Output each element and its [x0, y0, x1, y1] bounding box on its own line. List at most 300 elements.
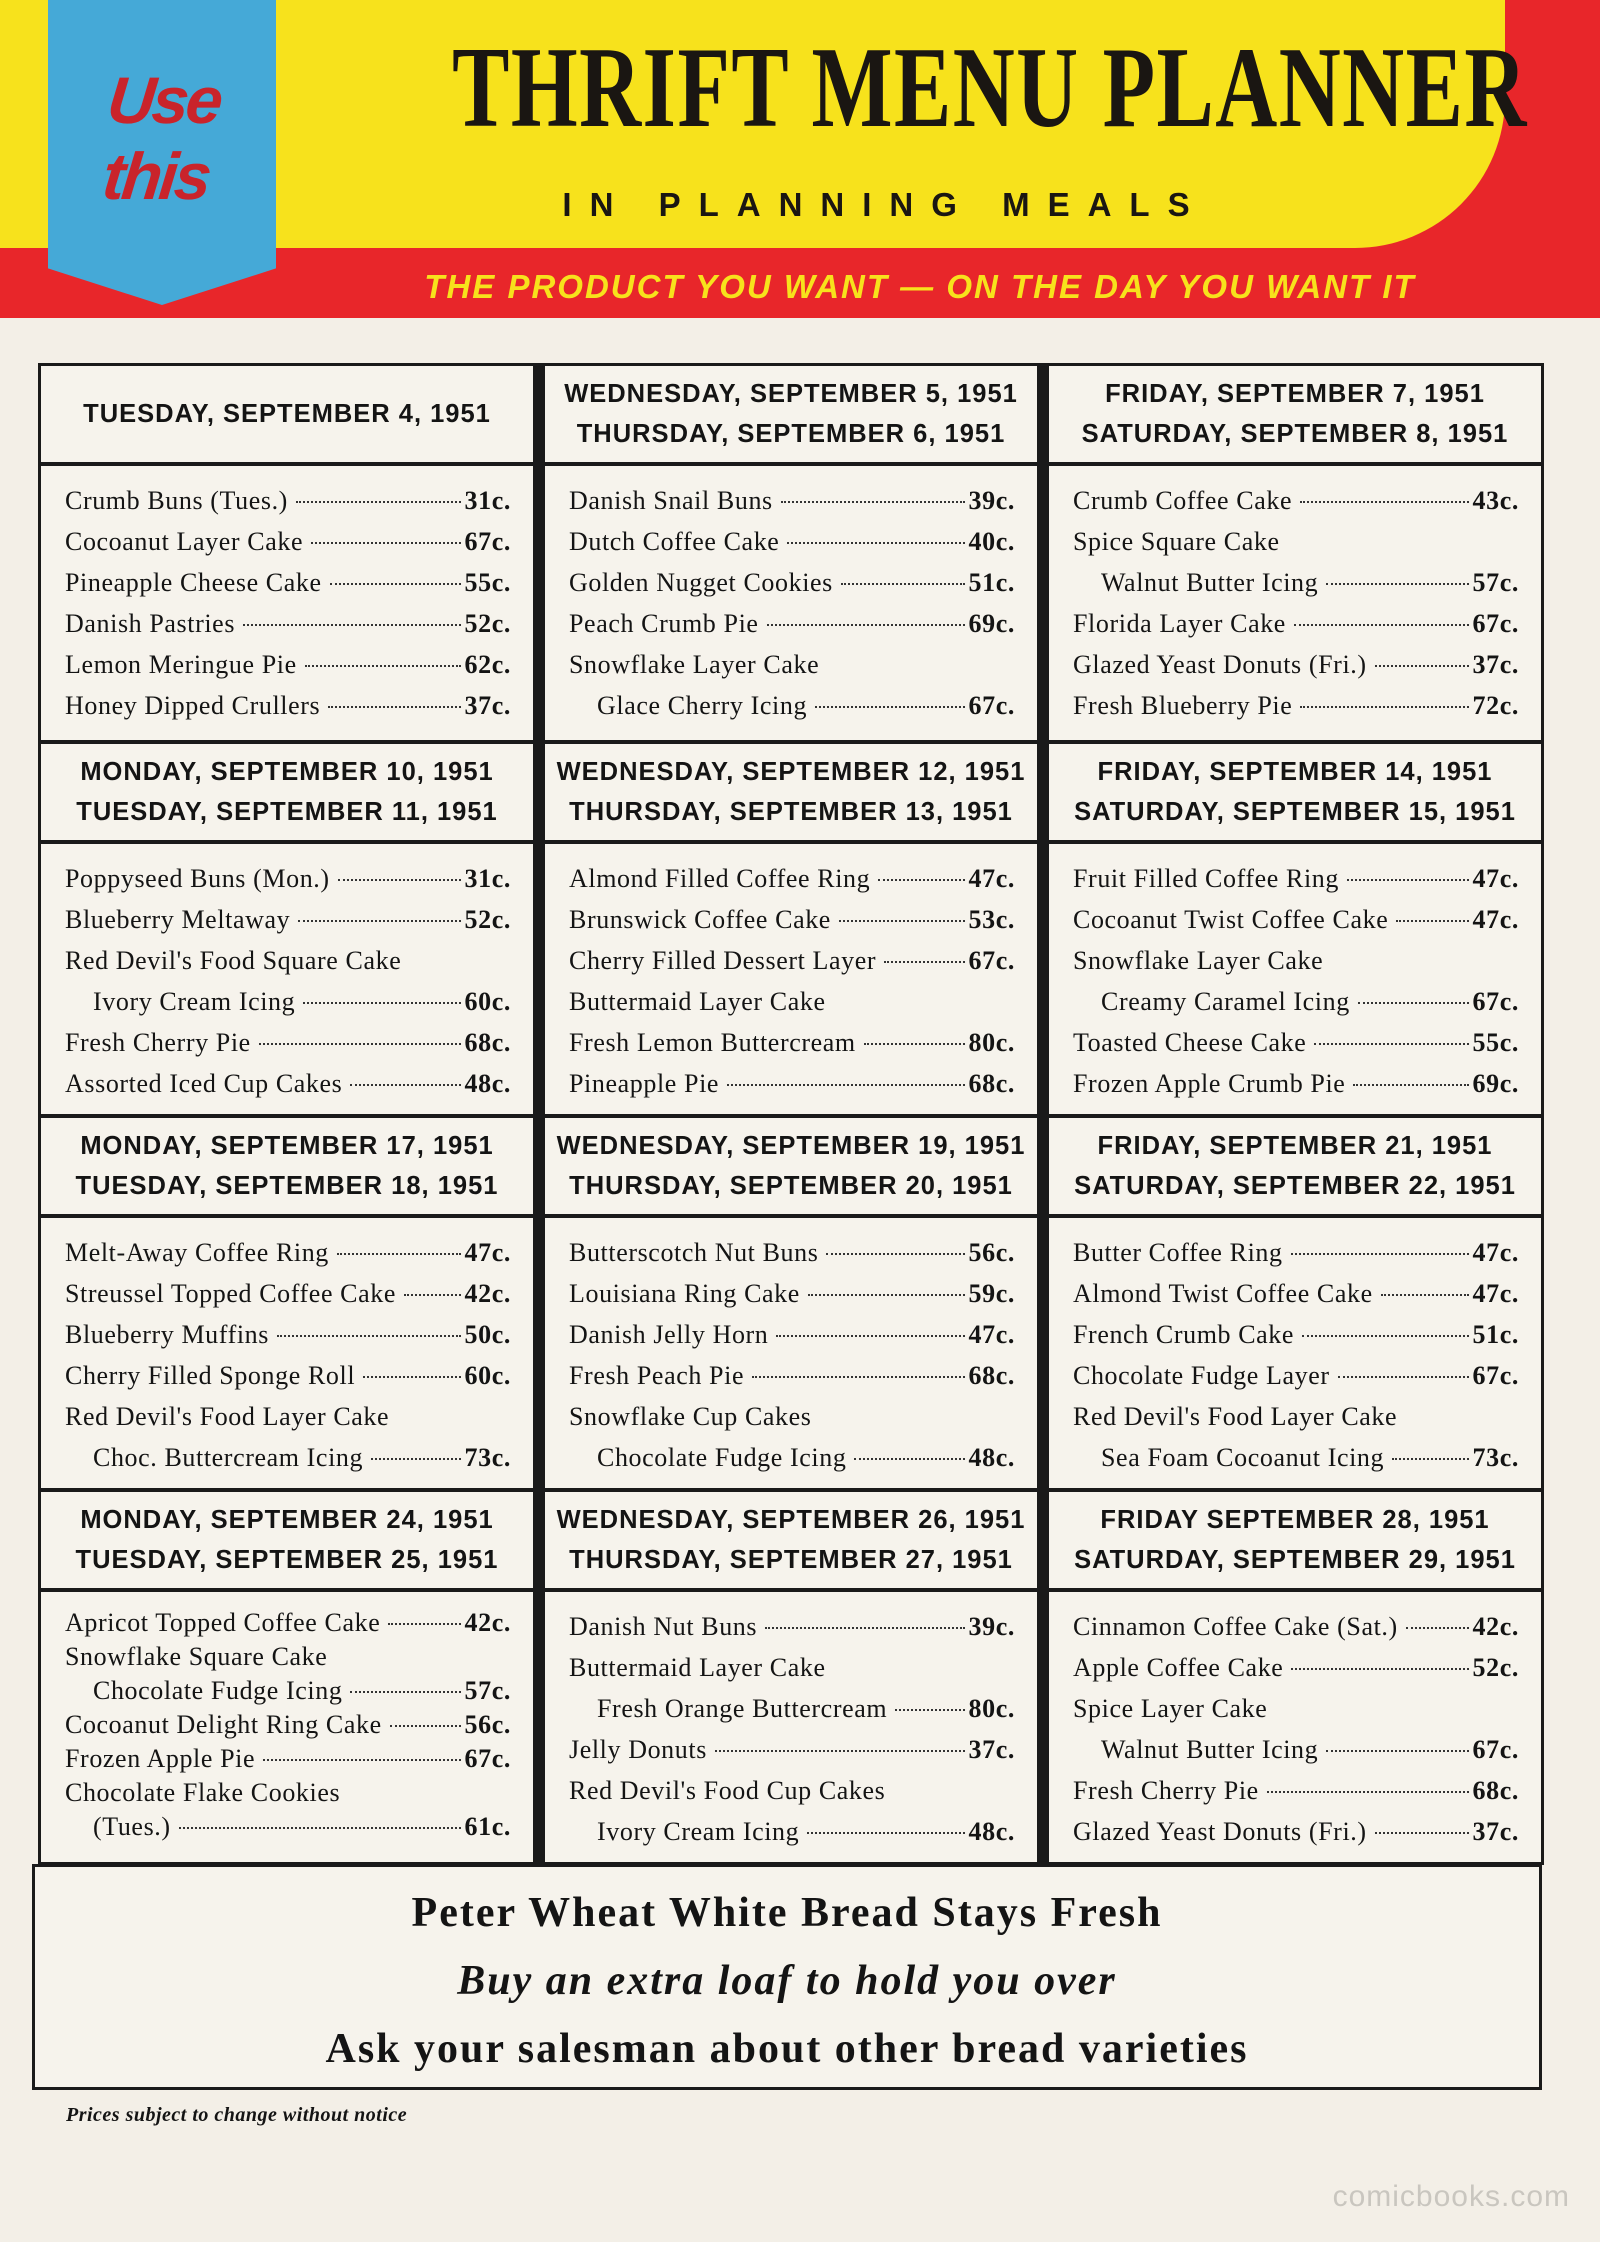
- dot-leader: [337, 1253, 461, 1255]
- item-price: 73c.: [464, 1443, 511, 1472]
- dot-leader: [179, 1827, 461, 1829]
- menu-item: [1073, 521, 1519, 562]
- item-price: 47c.: [1472, 1279, 1519, 1308]
- date-header: [1049, 1492, 1541, 1592]
- item-name: Glace Cherry Icing: [597, 691, 808, 720]
- item-price: 57c.: [464, 1676, 511, 1705]
- item-price: 56c.: [968, 1238, 1015, 1267]
- header-banner: [0, 0, 1600, 320]
- item-price: 31c.: [464, 864, 511, 893]
- menu-item: [1073, 1437, 1519, 1478]
- item-price: 56c.: [464, 1710, 511, 1739]
- menu-item: [65, 1396, 511, 1437]
- dot-leader: [1392, 1458, 1468, 1460]
- item-name: Fresh Cherry Pie: [1073, 1776, 1259, 1805]
- item-name: Streussel Topped Coffee Cake: [65, 1279, 397, 1308]
- date-header: [545, 1492, 1037, 1592]
- item-name: Melt-Away Coffee Ring: [65, 1238, 329, 1267]
- item-name: Buttermaid Layer Cake: [569, 987, 826, 1016]
- menu-item: [1073, 981, 1519, 1022]
- menu-item: [65, 1708, 511, 1742]
- menu-item: [569, 1688, 1015, 1729]
- menu-item: [569, 603, 1015, 644]
- item-name: Cocoanut Delight Ring Cake: [65, 1710, 382, 1739]
- date-line: FRIDAY, SEPTEMBER 7, 1951: [1105, 380, 1485, 408]
- date-header: [41, 744, 533, 844]
- dot-leader: [808, 1294, 965, 1296]
- date-line: THURSDAY, SEPTEMBER 27, 1951: [569, 1546, 1013, 1574]
- menu-item: [1073, 1355, 1519, 1396]
- dot-leader: [878, 879, 964, 881]
- item-price: 47c.: [968, 1320, 1015, 1349]
- menu-item: [569, 981, 1015, 1022]
- date-line: TUESDAY, SEPTEMBER 11, 1951: [76, 798, 498, 826]
- item-price: 51c.: [968, 568, 1015, 597]
- dot-leader: [259, 1043, 461, 1045]
- dot-leader: [1300, 501, 1468, 503]
- menu-item: [65, 521, 511, 562]
- ad-line-2: Buy an extra loaf to hold you over: [457, 1958, 1117, 2004]
- dot-leader: [1406, 1627, 1469, 1629]
- menu-item: [65, 1232, 511, 1273]
- item-price: 67c.: [1472, 987, 1519, 1016]
- menu-item: [65, 1742, 511, 1776]
- dot-leader: [305, 665, 461, 667]
- item-price: 52c.: [464, 905, 511, 934]
- menu-item: [65, 1810, 511, 1844]
- dot-leader: [303, 1002, 460, 1004]
- item-price: 68c.: [968, 1069, 1015, 1098]
- item-price: 67c.: [464, 1744, 511, 1773]
- menu-item: [65, 644, 511, 685]
- item-price: 48c.: [464, 1069, 511, 1098]
- item-name: Lemon Meringue Pie: [65, 650, 297, 679]
- item-name: Danish Pastries: [65, 609, 236, 638]
- dot-leader: [826, 1253, 964, 1255]
- item-price: 59c.: [968, 1279, 1015, 1308]
- item-name: Buttermaid Layer Cake: [569, 1653, 826, 1682]
- use-this-badge: Use this: [99, 63, 224, 213]
- item-name: (Tues.): [93, 1812, 171, 1841]
- item-name: Ivory Cream Icing: [597, 1817, 800, 1846]
- item-name: Walnut Butter Icing: [1101, 568, 1319, 597]
- menu-cell: [1049, 1114, 1541, 1488]
- menu-item: [569, 1232, 1015, 1273]
- item-price: 52c.: [1472, 1653, 1519, 1682]
- item-price: 47c.: [464, 1238, 511, 1267]
- menu-item: [65, 603, 511, 644]
- date-line: TUESDAY, SEPTEMBER 25, 1951: [75, 1546, 499, 1574]
- dot-leader: [841, 583, 965, 585]
- item-price: 72c.: [1472, 691, 1519, 720]
- dot-leader: [787, 542, 964, 544]
- date-line: WEDNESDAY, SEPTEMBER 12, 1951: [556, 758, 1026, 786]
- dot-leader: [1326, 1750, 1468, 1752]
- item-price: 80c.: [968, 1694, 1015, 1723]
- menu-cell: [1049, 1488, 1541, 1862]
- item-name: Fresh Orange Buttercream: [597, 1694, 888, 1723]
- date-header: [1049, 744, 1541, 844]
- item-price: 62c.: [464, 650, 511, 679]
- date-header: [41, 366, 533, 466]
- item-name: Red Devil's Food Layer Cake: [65, 1402, 390, 1431]
- dot-leader: [311, 542, 460, 544]
- date-line: MONDAY, SEPTEMBER 24, 1951: [80, 1506, 494, 1534]
- item-name: Danish Jelly Horn: [569, 1320, 769, 1349]
- bread-ad-box: [32, 1864, 1542, 2090]
- dot-leader: [1381, 1294, 1469, 1296]
- menu-item: [1073, 562, 1519, 603]
- date-line: THURSDAY, SEPTEMBER 20, 1951: [569, 1172, 1013, 1200]
- item-price: 47c.: [968, 864, 1015, 893]
- dot-leader: [404, 1294, 461, 1296]
- menu-item: [65, 1606, 511, 1640]
- item-name: Butterscotch Nut Buns: [569, 1238, 819, 1267]
- item-price: 60c.: [464, 987, 511, 1016]
- dot-leader: [767, 624, 965, 626]
- menu-item: [1073, 685, 1519, 726]
- item-price: 67c.: [1472, 1361, 1519, 1390]
- menu-item-list: [1049, 844, 1541, 1114]
- dot-leader: [776, 1335, 964, 1337]
- menu-item: [65, 1314, 511, 1355]
- menu-item: [1073, 1063, 1519, 1104]
- menu-item: [569, 940, 1015, 981]
- item-name: Frozen Apple Crumb Pie: [1073, 1069, 1346, 1098]
- item-name: Chocolate Fudge Layer: [1073, 1361, 1330, 1390]
- item-name: Chocolate Flake Cookies: [65, 1778, 341, 1807]
- dot-leader: [807, 1832, 964, 1834]
- menu-item: [569, 1273, 1015, 1314]
- dot-leader: [752, 1376, 964, 1378]
- item-price: 55c.: [464, 568, 511, 597]
- item-name: Poppyseed Buns (Mon.): [65, 864, 330, 893]
- item-name: Chocolate Fudge Icing: [597, 1443, 847, 1472]
- dot-leader: [1375, 665, 1469, 667]
- item-name: Butter Coffee Ring: [1073, 1238, 1283, 1267]
- menu-item: [65, 685, 511, 726]
- menu-item: [569, 685, 1015, 726]
- menu-cell: [41, 1114, 533, 1488]
- tagline: THE PRODUCT YOU WANT — ON THE DAY YOU WANT IT: [424, 268, 1416, 305]
- item-price: 48c.: [968, 1443, 1015, 1472]
- dot-leader: [715, 1750, 965, 1752]
- item-name: Frozen Apple Pie: [65, 1744, 256, 1773]
- dot-leader: [1314, 1043, 1468, 1045]
- item-name: Assorted Iced Cup Cakes: [65, 1069, 343, 1098]
- menu-item-list: [545, 466, 1037, 740]
- item-price: 67c.: [1472, 1735, 1519, 1764]
- item-price: 60c.: [464, 1361, 511, 1390]
- item-price: 67c.: [968, 691, 1015, 720]
- item-name: Snowflake Cup Cakes: [569, 1402, 812, 1431]
- menu-item-list: [1049, 466, 1541, 740]
- item-name: Danish Nut Buns: [569, 1612, 758, 1641]
- menu-item: [1073, 1729, 1519, 1770]
- menu-item-list: [41, 844, 533, 1114]
- menu-grid: [38, 363, 1544, 1865]
- dot-leader: [1291, 1668, 1468, 1670]
- dot-leader: [1358, 1002, 1469, 1004]
- item-name: Fruit Filled Coffee Ring: [1073, 864, 1339, 893]
- menu-item-list: [545, 1592, 1037, 1862]
- date-line: FRIDAY, SEPTEMBER 21, 1951: [1097, 1132, 1493, 1160]
- date-header: [545, 1118, 1037, 1218]
- menu-item: [569, 1314, 1015, 1355]
- dot-leader: [1375, 1832, 1469, 1834]
- dot-leader: [815, 706, 965, 708]
- dot-leader: [1347, 879, 1469, 881]
- menu-item: [569, 1729, 1015, 1770]
- item-price: 48c.: [968, 1817, 1015, 1846]
- item-name: Apricot Topped Coffee Cake: [65, 1608, 381, 1637]
- item-price: 39c.: [968, 1612, 1015, 1641]
- page-title: THRIFT MENU PLANNER: [452, 24, 1528, 152]
- menu-item: [1073, 940, 1519, 981]
- date-header: [41, 1492, 533, 1592]
- menu-item: [569, 562, 1015, 603]
- item-name: Blueberry Muffins: [65, 1320, 269, 1349]
- menu-item: [1073, 1688, 1519, 1729]
- menu-cell: [545, 1114, 1037, 1488]
- menu-cell: [1049, 740, 1541, 1114]
- menu-item-list: [41, 1592, 533, 1862]
- menu-item: [65, 981, 511, 1022]
- date-line: WEDNESDAY, SEPTEMBER 26, 1951: [556, 1506, 1026, 1534]
- menu-item: [65, 1674, 511, 1708]
- menu-item-list: [1049, 1592, 1541, 1862]
- item-price: 67c.: [464, 527, 511, 556]
- item-name: Peach Crumb Pie: [569, 609, 759, 638]
- item-name: Fresh Peach Pie: [569, 1361, 745, 1390]
- item-price: 68c.: [968, 1361, 1015, 1390]
- item-price: 61c.: [464, 1812, 511, 1841]
- item-price: 67c.: [1472, 609, 1519, 638]
- menu-item-list: [41, 466, 533, 740]
- item-price: 55c.: [1472, 1028, 1519, 1057]
- dot-leader: [350, 1084, 460, 1086]
- dot-leader: [263, 1759, 460, 1761]
- item-name: Red Devil's Food Cup Cakes: [569, 1776, 886, 1805]
- menu-item: [65, 1063, 511, 1104]
- menu-item: [1073, 899, 1519, 940]
- menu-item: [569, 899, 1015, 940]
- item-price: 51c.: [1472, 1320, 1519, 1349]
- item-name: Florida Layer Cake: [1073, 609, 1286, 638]
- dot-leader: [298, 920, 460, 922]
- dot-leader: [1302, 1335, 1469, 1337]
- item-name: Toasted Cheese Cake: [1073, 1028, 1307, 1057]
- menu-item: [65, 899, 511, 940]
- item-price: 69c.: [968, 609, 1015, 638]
- dot-leader: [1300, 706, 1468, 708]
- dot-leader: [1294, 624, 1469, 626]
- item-name: Sea Foam Cocoanut Icing: [1101, 1443, 1385, 1472]
- menu-item: [65, 1640, 511, 1674]
- item-name: Cinnamon Coffee Cake (Sat.): [1073, 1612, 1398, 1641]
- item-price: 37c.: [464, 691, 511, 720]
- item-price: 47c.: [1472, 905, 1519, 934]
- date-line: WEDNESDAY, SEPTEMBER 5, 1951: [564, 380, 1018, 408]
- menu-item: [569, 1647, 1015, 1688]
- item-price: 37c.: [968, 1735, 1015, 1764]
- menu-item: [1073, 1273, 1519, 1314]
- menu-item: [1073, 1606, 1519, 1647]
- menu-item: [569, 1770, 1015, 1811]
- menu-item: [65, 1273, 511, 1314]
- item-price: 42c.: [1472, 1612, 1519, 1641]
- item-name: Brunswick Coffee Cake: [569, 905, 831, 934]
- item-price: 43c.: [1472, 486, 1519, 515]
- menu-item: [1073, 1314, 1519, 1355]
- menu-cell: [41, 1488, 533, 1862]
- menu-cell: [41, 366, 533, 740]
- item-name: Creamy Caramel Icing: [1101, 987, 1350, 1016]
- menu-item: [1073, 603, 1519, 644]
- menu-item: [1073, 1647, 1519, 1688]
- menu-item: [1073, 644, 1519, 685]
- item-name: Snowflake Square Cake: [65, 1642, 328, 1671]
- item-price: 40c.: [968, 527, 1015, 556]
- dot-leader: [864, 1043, 965, 1045]
- menu-item: [65, 940, 511, 981]
- item-name: Apple Coffee Cake: [1073, 1653, 1284, 1682]
- item-price: 47c.: [1472, 1238, 1519, 1267]
- item-name: Danish Snail Buns: [569, 486, 773, 515]
- menu-item: [65, 1437, 511, 1478]
- menu-item: [65, 1776, 511, 1810]
- dot-leader: [1267, 1791, 1469, 1793]
- menu-cell: [545, 1488, 1037, 1862]
- dot-leader: [1291, 1253, 1469, 1255]
- dot-leader: [277, 1335, 461, 1337]
- date-line: TUESDAY, SEPTEMBER 4, 1951: [83, 400, 491, 428]
- item-name: Glazed Yeast Donuts (Fri.): [1073, 650, 1367, 679]
- date-header: [545, 744, 1037, 844]
- item-name: Golden Nugget Cookies: [569, 568, 833, 597]
- item-price: 73c.: [1472, 1443, 1519, 1472]
- ad-line-1: Peter Wheat White Bread Stays Fresh: [411, 1890, 1163, 1936]
- item-name: Blueberry Meltaway: [65, 905, 291, 934]
- item-name: Cocoanut Twist Coffee Cake: [1073, 905, 1389, 934]
- item-name: Louisiana Ring Cake: [569, 1279, 800, 1308]
- menu-cell: [545, 740, 1037, 1114]
- date-line: FRIDAY SEPTEMBER 28, 1951: [1100, 1506, 1490, 1534]
- item-name: Walnut Butter Icing: [1101, 1735, 1319, 1764]
- item-price: 68c.: [464, 1028, 511, 1057]
- item-name: Cocoanut Layer Cake: [65, 527, 304, 556]
- item-price: 47c.: [1472, 864, 1519, 893]
- page-subtitle: IN PLANNING MEALS: [562, 186, 1208, 223]
- item-price: 42c.: [464, 1279, 511, 1308]
- item-name: Cherry Filled Sponge Roll: [65, 1361, 356, 1390]
- menu-item: [569, 858, 1015, 899]
- item-name: Cherry Filled Dessert Layer: [569, 946, 877, 975]
- dot-leader: [390, 1725, 461, 1727]
- menu-item: [1073, 1770, 1519, 1811]
- menu-item: [65, 1022, 511, 1063]
- item-price: 39c.: [968, 486, 1015, 515]
- menu-item: [1073, 1811, 1519, 1852]
- date-line: MONDAY, SEPTEMBER 10, 1951: [80, 758, 494, 786]
- dot-leader: [363, 1376, 460, 1378]
- item-price: 67c.: [968, 946, 1015, 975]
- date-line: SATURDAY, SEPTEMBER 15, 1951: [1074, 798, 1516, 826]
- date-header: [545, 366, 1037, 466]
- dot-leader: [884, 961, 964, 963]
- item-name: Pineapple Cheese Cake: [65, 568, 322, 597]
- item-price: 50c.: [464, 1320, 511, 1349]
- item-name: Honey Dipped Crullers: [65, 691, 321, 720]
- item-name: Fresh Lemon Buttercream: [569, 1028, 856, 1057]
- date-header: [1049, 366, 1541, 466]
- menu-item: [1073, 1232, 1519, 1273]
- date-line: SATURDAY, SEPTEMBER 22, 1951: [1074, 1172, 1516, 1200]
- menu-item: [65, 562, 511, 603]
- menu-item: [569, 1811, 1015, 1852]
- menu-item: [1073, 858, 1519, 899]
- date-line: THURSDAY, SEPTEMBER 6, 1951: [576, 420, 1006, 448]
- item-name: Almond Twist Coffee Cake: [1073, 1279, 1373, 1308]
- menu-item-list: [41, 1218, 533, 1488]
- watermark: comicbooks.com: [1332, 2180, 1570, 2213]
- date-header: [1049, 1118, 1541, 1218]
- dot-leader: [1326, 583, 1468, 585]
- item-name: Ivory Cream Icing: [93, 987, 296, 1016]
- item-name: Almond Filled Coffee Ring: [569, 864, 871, 893]
- date-line: SATURDAY, SEPTEMBER 8, 1951: [1081, 420, 1509, 448]
- item-price: 42c.: [464, 1608, 511, 1637]
- date-header: [41, 1118, 533, 1218]
- item-name: Snowflake Layer Cake: [569, 650, 820, 679]
- menu-cell: [41, 740, 533, 1114]
- item-name: Red Devil's Food Layer Cake: [1073, 1402, 1398, 1431]
- menu-item: [569, 1396, 1015, 1437]
- item-name: Fresh Blueberry Pie: [1073, 691, 1293, 720]
- menu-cell: [1049, 366, 1541, 740]
- date-line: THURSDAY, SEPTEMBER 13, 1951: [569, 798, 1013, 826]
- item-price: 69c.: [1472, 1069, 1519, 1098]
- dot-leader: [350, 1691, 460, 1693]
- item-name: Crumb Buns (Tues.): [65, 486, 288, 515]
- item-name: Pineapple Pie: [569, 1069, 720, 1098]
- date-line: FRIDAY, SEPTEMBER 14, 1951: [1097, 758, 1493, 786]
- date-line: SATURDAY, SEPTEMBER 29, 1951: [1074, 1546, 1516, 1574]
- date-line: MONDAY, SEPTEMBER 17, 1951: [80, 1132, 494, 1160]
- item-price: 52c.: [464, 609, 511, 638]
- menu-item: [65, 858, 511, 899]
- item-price: 68c.: [1472, 1776, 1519, 1805]
- ad-line-3: Ask your salesman about other bread varieties: [325, 2026, 1249, 2072]
- item-name: Spice Square Cake: [1073, 527, 1280, 556]
- dot-leader: [243, 624, 461, 626]
- dot-leader: [330, 583, 461, 585]
- dot-leader: [895, 1709, 964, 1711]
- menu-item: [1073, 480, 1519, 521]
- item-name: Snowflake Layer Cake: [1073, 946, 1324, 975]
- dot-leader: [328, 706, 460, 708]
- dot-leader: [1338, 1376, 1469, 1378]
- item-price: 37c.: [1472, 650, 1519, 679]
- item-name: Spice Layer Cake: [1073, 1694, 1268, 1723]
- menu-item: [1073, 1396, 1519, 1437]
- menu-item: [569, 521, 1015, 562]
- menu-item: [65, 1355, 511, 1396]
- menu-item: [569, 1606, 1015, 1647]
- item-name: Crumb Coffee Cake: [1073, 486, 1293, 515]
- menu-item: [569, 1437, 1015, 1478]
- item-name: Fresh Cherry Pie: [65, 1028, 251, 1057]
